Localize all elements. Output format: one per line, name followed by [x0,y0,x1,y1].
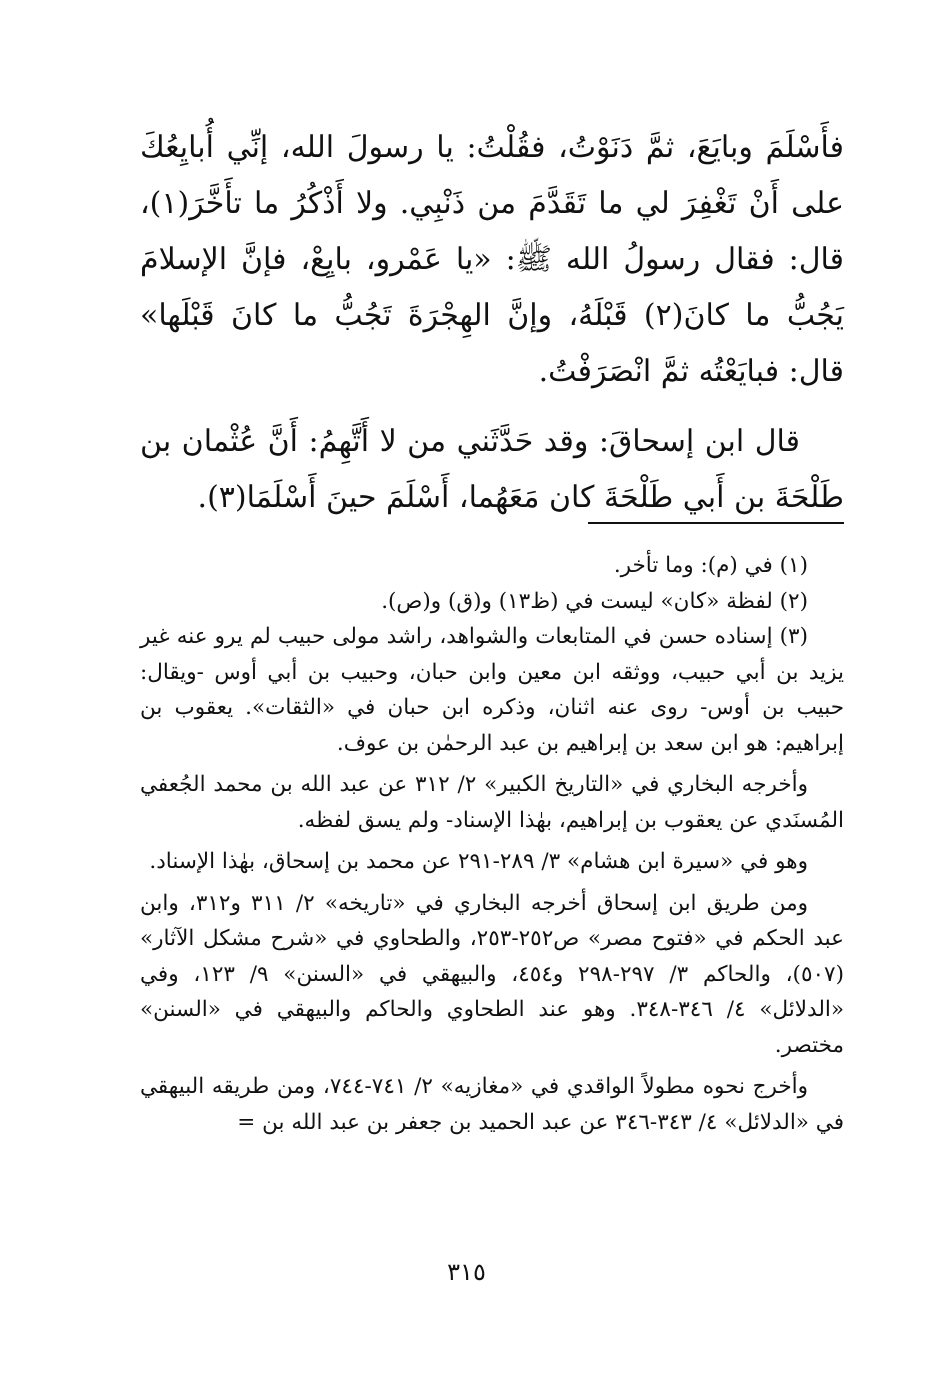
footnote-paragraph: ومن طريق ابن إسحاق أخرجه البخاري في «تاريخه» ٢/ ٣١١ و٣١٢، وابن عبد الحكم في «فتوح مصر» ص٢٥٢-٢٥٣، والطحاوي في «شرح مشكل الآثار» (٥٠٧)، والحاكم ٣/ ٢٩٧-٢٩٨ و٤٥٤، والبيهقي في «السنن» ٩/ ١٢٣، وفي «الدلائل» ٤/ ٣٤٦-٣٤٨. وهو عند الطحاوي والحاكم والبيهقي في «السنن» مختصر. [140,890,844,1058]
footnote-paragraph: وأخرجه البخاري في «التاريخ الكبير» ٢/ ٣١٢ عن عبد الله بن محمد الجُعفي المُسنَدي عن يعقوب بن إبراهيم، بهٰذا الإسناد- ولم يسق لفظه. [140,772,844,833]
footnote: (٢) لفظة «كان» ليست في (ظ١٣) و(ق) و(ص). [381,588,808,614]
footnote-separator [588,522,844,524]
footnote-paragraph: وأخرج نحوه مطولاً الواقدي في «مغازيه» ٢/ ٧٤١-٧٤٤، ومن طريقه البيهقي في «الدلائل» ٤/ ٣٤٣-٣٤٦ عن عبد الحميد بن جعفر بن عبد الله بن = [140,1074,844,1135]
footnote: (١) في (م): وما تأخر. [613,553,808,578]
main-text [140,120,844,526]
main-paragraph: قال ابن إسحاقَ: وقد حَدَّثَني من لا أَتَّهِمُ: أَنَّ عُثْمان بن طَلْحَةَ بن أَبي طَلْحَةَ كان مَعَهُما، أَسْلَمَ حينَ أَسْلَمَا(٣). [140,424,844,515]
footnotes [140,548,844,1140]
footnote-paragraph: وهو في «سيرة ابن هشام» ٣/ ٢٨٩-٢٩١ عن محمد بن إسحاق، بهٰذا الإسناد. [149,849,808,874]
footnote: (٣) إسناده حسن في المتابعات والشواهد، راشد مولى حبيب لم يرو عنه غير يزيد بن أبي حبيب، ووثقه ابن معين وابن حبان، وحبيب بن أبي أوس -ويقال: حبيب بن أوس- روى عنه اثنان، وذكره ابن حبان في «الثقات». يعقوب بن إبراهيم: هو ابن سعد بن إبراهيم بن عبد الرحمٰن بن عوف. [140,624,844,756]
page-number: ٣١٥ [447,1258,486,1286]
main-paragraph: فأَسْلَمَ وبايَعَ، ثمَّ دَنَوْتُ، فقُلْتُ: يا رسولَ الله، إنِّي أُبايِعُكَ على أَنْ تَغْفِرَ لي ما تَقَدَّمَ من ذَنْبِي. ولا أَذْكُرُ ما تأَخَّرَ(١)، قال: فقال رسولُ الله ﷺ: «يا عَمْرو، بايِعْ، فإنَّ الإسلامَ يَجُبُّ ما كانَ(٢) قَبْلَهُ، وإنَّ الهِجْرَةَ تَجُبُّ ما كانَ قَبْلَها» قال: فبايَعْتُه ثمَّ انْصَرَفْتُ. [140,130,844,389]
